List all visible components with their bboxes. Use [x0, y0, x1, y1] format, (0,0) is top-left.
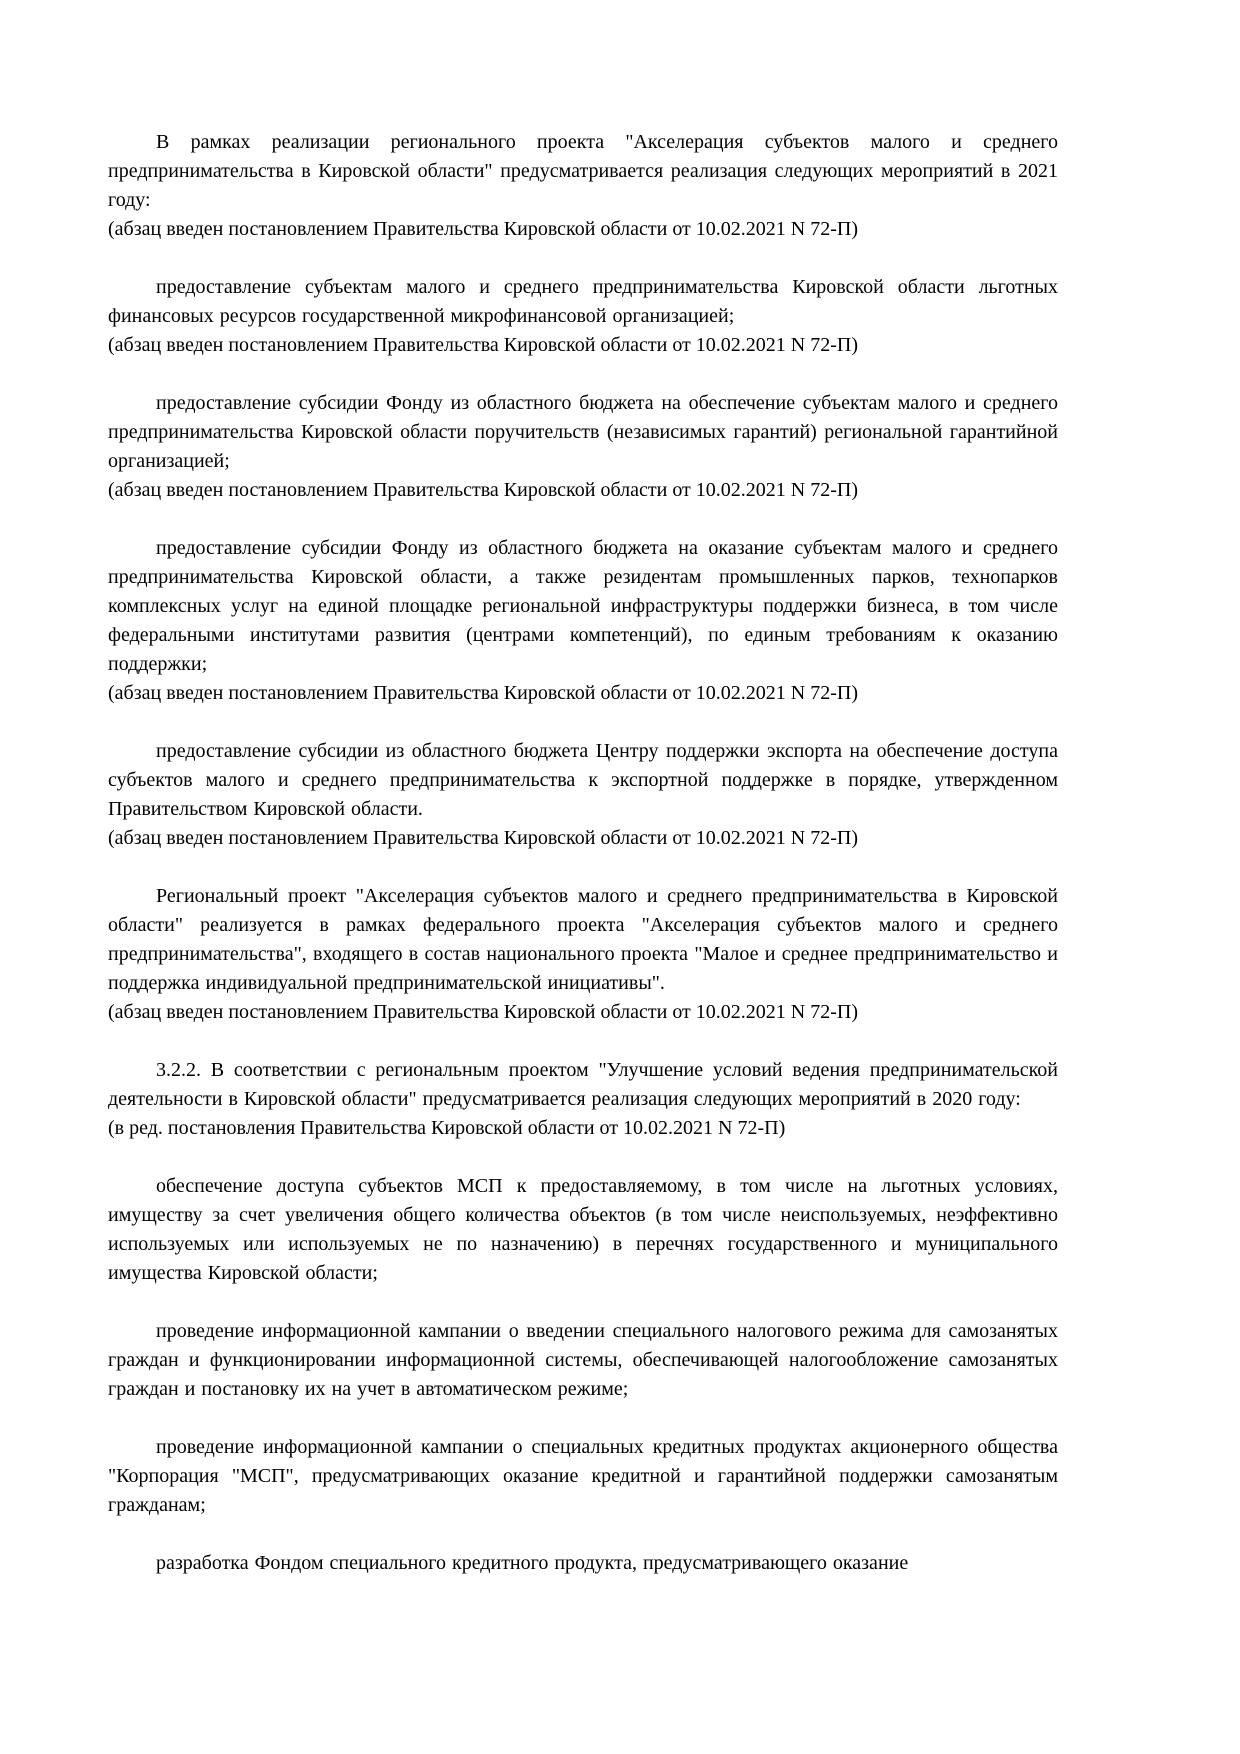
paragraph: В рамках реализации регионального проекта "Акселерация субъектов малого и среднего предпринимательства в Кировской области" предусматривается реализация следующих мероприятий в 2021 году: — [108, 131, 1058, 211]
paragraph: проведение информационной кампании о введении специального налогового режима для самозанятых граждан и функционировании информационной системы, обеспечивающей налогообложение самозанятых граждан и постановку их на учет в автоматическом режиме; — [108, 1320, 1058, 1400]
amendment-note: (абзац введен постановлением Правительства Кировской области от 10.02.2021 N 72-П) — [108, 827, 858, 849]
amendment-note: (абзац введен постановлением Правительства Кировской области от 10.02.2021 N 72-П) — [108, 1001, 858, 1023]
amendment-note: (абзац введен постановлением Правительства Кировской области от 10.02.2021 N 72-П) — [108, 218, 858, 240]
paragraph: проведение информационной кампании о специальных кредитных продуктах акционерного общества "Корпорация "МСП", предусматривающих оказание кредитной и гарантийной поддержки самозанятым гражданам; — [108, 1436, 1058, 1516]
paragraph: предоставление субсидии из областного бюджета Центру поддержки экспорта на обеспечение доступа субъектов малого и среднего предпринимательства к экспортной поддержке в порядке, утвержденном Правительством Кировской области. — [108, 740, 1058, 820]
paragraph: предоставление субсидии Фонду из областного бюджета на обеспечение субъектам малого и среднего предпринимательства Кировской области поручительств (независимых гарантий) региональной гарантийной организацией; — [108, 392, 1058, 472]
paragraph: Региональный проект "Акселерация субъектов малого и среднего предпринимательства в Кировской области" реализуется в рамках федерального проекта "Акселерация субъектов малого и среднего предпринимательства", входящего в состав национального проекта "Малое и среднее предпринимательство и поддержка индивидуальной предпринимательской инициативы". — [108, 885, 1058, 994]
paragraph-section-3-2-2: 3.2.2. В соответствии с региональным проектом "Улучшение условий ведения предпринимательской деятельности в Кировской области" предусматривается реализация следующих мероприятий в 2020 году: — [108, 1059, 1058, 1110]
amendment-note: (абзац введен постановлением Правительства Кировской области от 10.02.2021 N 72-П) — [108, 682, 858, 704]
paragraph: разработка Фондом специального кредитного продукта, предусматривающего оказание — [156, 1552, 909, 1574]
paragraph: предоставление субъектам малого и среднего предпринимательства Кировской области льготных финансовых ресурсов государственной микрофинансовой организацией; — [108, 276, 1058, 327]
paragraph: обеспечение доступа субъектов МСП к предоставляемому, в том числе на льготных условиях, имуществу за счет увеличения общего количества объектов (в том числе неиспользуемых, неэффективно используемых или используемых не по назначению) в перечнях государственного и муниципального имущества Кировской области; — [108, 1175, 1058, 1284]
paragraph: предоставление субсидии Фонду из областного бюджета на оказание субъектам малого и среднего предпринимательства Кировской области, а также резидентам промышленных парков, технопарков комплексных услуг на единой площадке региональной инфраструктуры поддержки бизнеса, в том числе федеральными институтами развития (центрами компетенций), по единым требованиям к оказанию поддержки; — [108, 537, 1058, 675]
amendment-note: (в ред. постановления Правительства Кировской области от 10.02.2021 N 72-П) — [108, 1117, 786, 1139]
amendment-note: (абзац введен постановлением Правительства Кировской области от 10.02.2021 N 72-П) — [108, 479, 858, 501]
amendment-note: (абзац введен постановлением Правительства Кировской области от 10.02.2021 N 72-П) — [108, 334, 858, 356]
